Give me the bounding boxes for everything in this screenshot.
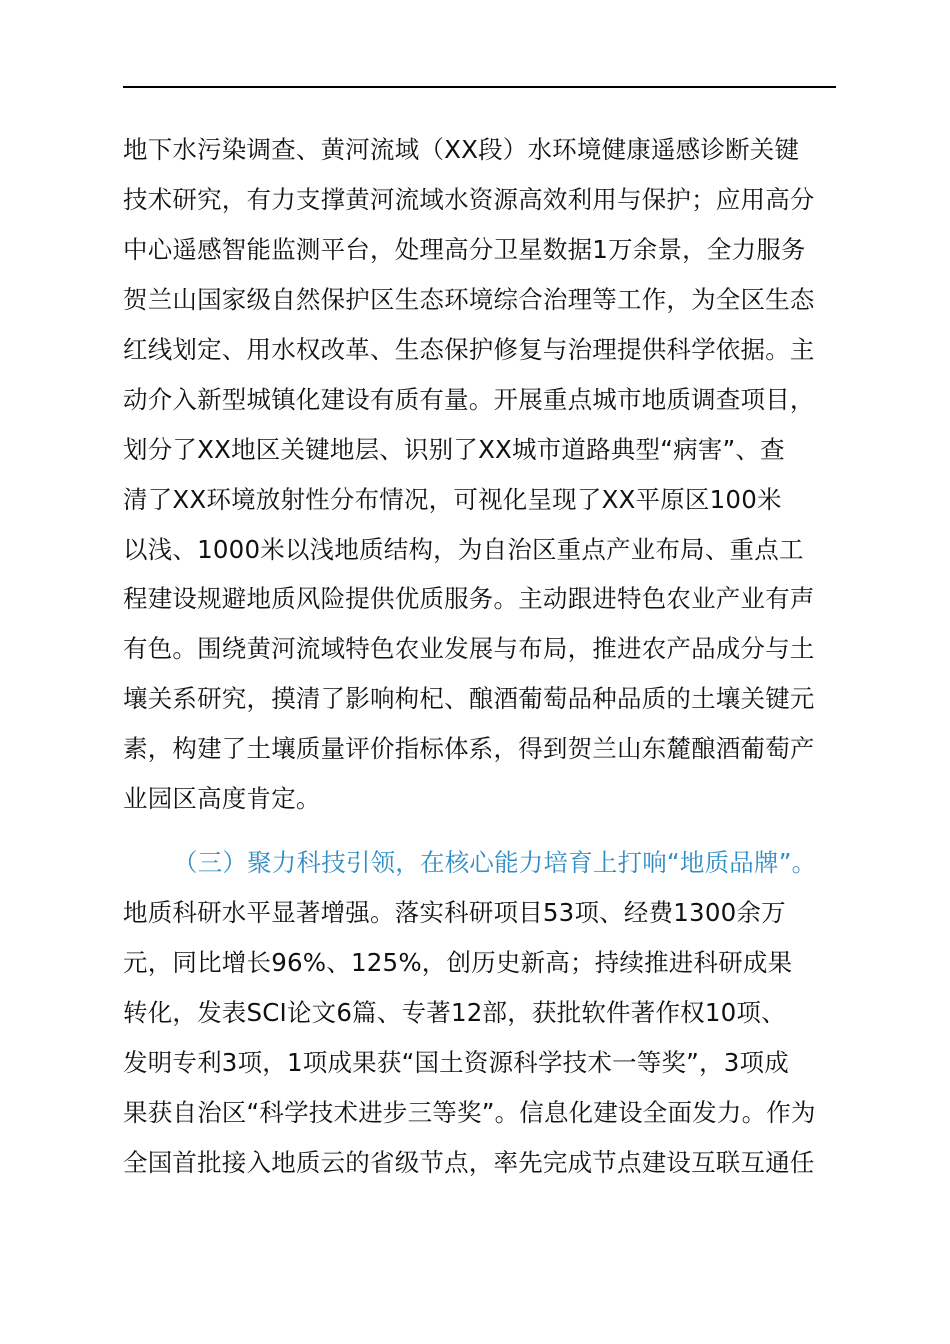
- body-line: 中心遥感智能监测平台，处理高分卫星数据1万余景，全力服务: [123, 235, 806, 264]
- body-line: 业园区高度肯定。: [123, 784, 321, 813]
- section-line: 元，同比增长96%、125%，创历史新高；持续推进科研成果: [123, 948, 793, 977]
- header-rule: [123, 86, 836, 88]
- body-line: 程建设规避地质风险提供优质服务。主动跟进特色农业产业有声: [123, 584, 815, 613]
- body-line: 技术研究，有力支撑黄河流域水资源高效利用与保护；应用高分: [123, 185, 815, 214]
- body-line: 以浅、1000米以浅地质结构，为自治区重点产业布局、重点工: [123, 535, 804, 564]
- body-line: 地下水污染调查、黄河流域（XX段）水环境健康遥感诊断关键: [123, 135, 800, 164]
- section-line: 发明专利3项，1项成果获“国土资源科学技术一等奖”，3项成: [123, 1048, 789, 1077]
- section-line: 地质科研水平显著增强。落实科研项目53项、经费1300余万: [123, 898, 786, 927]
- body-line: 壤关系研究，摸清了影响枸杞、酿酒葡萄品种品质的土壤关键元: [123, 684, 815, 713]
- body-line: 有色。围绕黄河流域特色农业发展与布局，推进农产品成分与土: [123, 634, 815, 663]
- body-line: 红线划定、用水权改革、生态保护修复与治理提供科学依据。主: [123, 335, 815, 364]
- body-line: 划分了XX地区关键地层、识别了XX城市道路典型“病害”、查: [123, 435, 785, 464]
- body-line: 素，构建了土壤质量评价指标体系，得到贺兰山东麓酿酒葡萄产: [123, 734, 815, 763]
- section-line: 转化，发表SCI论文6篇、专著12部，获批软件著作权10项、: [123, 998, 786, 1027]
- body-line: 清了XX环境放射性分布情况，可视化呈现了XX平原区100米: [123, 485, 782, 514]
- section-line: 果获自治区“科学技术进步三等奖”。信息化建设全面发力。作为: [123, 1098, 816, 1127]
- section-heading: （三）聚力科技引领，在核心能力培育上打响“地质品牌”。: [173, 848, 817, 877]
- body-line: 贺兰山国家级自然保护区生态环境综合治理等工作，为全区生态: [123, 285, 815, 314]
- section-line: 全国首批接入地质云的省级节点，率先完成节点建设互联互通任: [123, 1148, 815, 1177]
- body-line: 动介入新型城镇化建设有质有量。开展重点城市地质调查项目，: [123, 385, 815, 414]
